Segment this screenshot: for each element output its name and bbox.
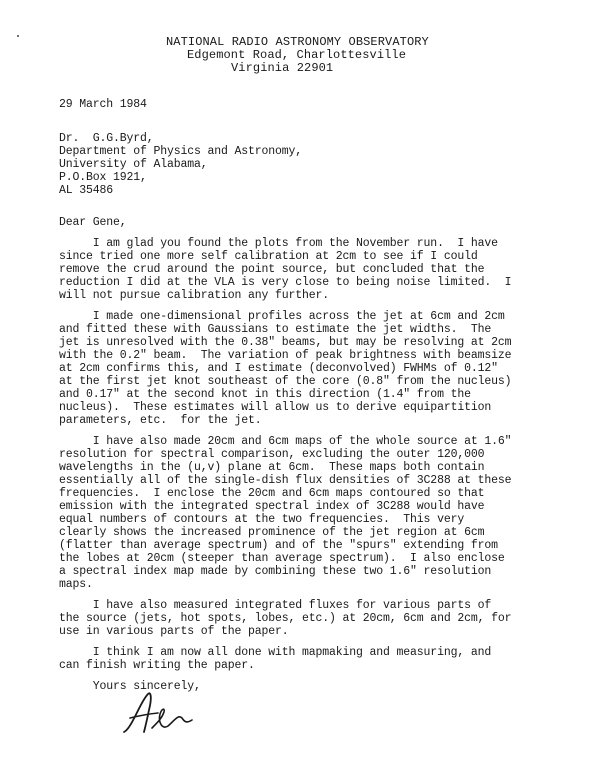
paragraph-line: I have also measured integrated fluxes for various parts of (59, 599, 492, 612)
paragraph-line: maps. (59, 578, 93, 591)
signature (118, 688, 208, 738)
paragraph-line: emission with the integrated spectral index of 3C288 would have (59, 500, 485, 513)
paragraph-line: I made one-dimensional profiles across the jet at 6cm and 2cm (59, 310, 505, 323)
paragraph-line: I think I am now all done with mapmaking and measuring, and (59, 646, 492, 659)
recipient-zip: AL 35486 (59, 184, 114, 197)
paragraph-line: use in various parts of the paper. (59, 625, 289, 638)
paragraph-line: the source (jets, hot spots, lobes, etc.) at 20cm, 6cm and 2cm, for (59, 612, 512, 625)
letterhead-city: Virginia 22901 (231, 61, 334, 75)
paragraph-line: equal numbers of contours at the two frequencies. This very (59, 513, 465, 526)
salutation: Dear Gene, (59, 216, 127, 229)
letterhead-org: NATIONAL RADIO ASTRONOMY OBSERVATORY (166, 35, 429, 49)
paragraph-line: I have also made 20cm and 6cm maps of the whole source at 1.6" (59, 435, 512, 448)
paragraph-line: jet is unresolved with the 0.38" beams, but may be resolving at 2cm (59, 336, 512, 349)
paragraph-line: parameters, etc. for the jet. (59, 414, 262, 427)
paragraph-line: with the 0.2" beam. The variation of peak brightness with beamsize (59, 349, 512, 362)
paragraph-line: reduction I did at the VLA is very close to being noise limited. I (59, 276, 512, 289)
paragraph-line: (flatter than average spectrum) and of the "spurs" extending from (59, 539, 498, 552)
paragraph-line: a spectral index map made by combining these two 1.6" resolution (59, 565, 492, 578)
paragraph-line: will not pursue calibration any further. (59, 289, 330, 302)
paragraph-line: clearly shows the increased prominence of the jet region at 6cm (59, 526, 485, 539)
paragraph-line: can finish writing the paper. (59, 659, 255, 672)
paragraph-line: remove the crud around the point source, but concluded that the (59, 263, 485, 276)
paragraph-line: and 0.17" at the second knot in this direction (1.4" from the (59, 388, 471, 401)
paragraph-line: at 2cm confirms this, and I estimate (deconvolved) FWHMs of 0.12" (59, 362, 498, 375)
paragraph-line: essentially all of the single-dish flux densities of 3C288 at these (59, 474, 512, 487)
recipient-box: P.O.Box 1921, (59, 171, 147, 184)
recipient-dept: Department of Physics and Astronomy, (59, 145, 303, 158)
letter-date: 29 March 1984 (59, 98, 147, 111)
paragraph-line: and fitted these with Gaussians to estimate the jet widths. The (59, 323, 492, 336)
paragraph-line: the lobes at 20cm (steeper than average spectrum). I also enclose (59, 552, 505, 565)
paragraph-line: I am glad you found the plots from the November run. I have (59, 237, 498, 250)
letterhead-address: Edgemont Road, Charlottesville (187, 48, 407, 62)
closing: Yours sincerely, (59, 680, 201, 693)
paragraph-line: at the first jet knot southeast of the core (0.8" from the nucleus) (59, 375, 512, 388)
recipient-name: Dr. G.G.Byrd, (59, 132, 154, 145)
paragraph-line: resolution for spectral comparison, excluding the outer 120,000 (59, 448, 485, 461)
paragraph-line: wavelengths in the (u,v) plane at 6cm. These maps both contain (59, 461, 485, 474)
recipient-university: University of Alabama, (59, 158, 208, 171)
paragraph-line: nucleus). These estimates will allow us to derive equipartition (59, 401, 492, 414)
paragraph-line: since tried one more self calibration at 2cm to see if I could (59, 250, 478, 263)
paragraph-line: frequencies. I enclose the 20cm and 6cm maps contoured so that (59, 487, 485, 500)
ink-speck (17, 35, 19, 37)
